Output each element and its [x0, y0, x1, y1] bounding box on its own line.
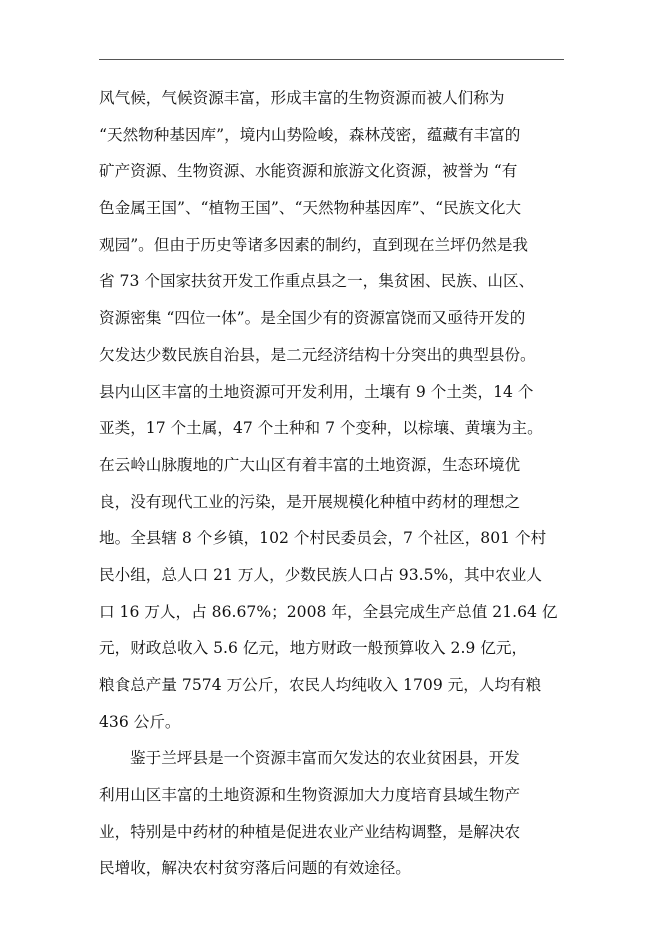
text-line: 口 16 万人，占 86.67%；2008 年，全县完成生产总值 21.64 亿 — [99, 602, 558, 621]
text-line: 欠发达少数民族自治县，是二元经济结构十分突出的典型县份。 — [99, 345, 536, 364]
text-line: 资源密集 “四位一体”。是全国少有的资源富饶而又亟待开发的 — [99, 309, 526, 328]
text-line: 利用山区丰富的土地资源和生物资源加大力度培育县域生物产 — [99, 786, 521, 805]
text-line: 省 73 个国家扶贫开发工作重点县之一，集贫困、民族、山区、 — [99, 272, 535, 291]
paragraph-start-line: 鉴于兰坪县是一个资源丰富而欠发达的农业贫困县，开发 — [130, 749, 520, 768]
text-line: 良，没有现代工业的污染，是开展规模化种植中药材的理想之 — [99, 492, 521, 511]
text-line: 观园”。但由于历史等诸多因素的制约，直到现在兰坪仍然是我 — [99, 235, 529, 254]
text-line: “天然物种基因库”，境内山势险峻，森林茂密，蕴藏有丰富的 — [99, 125, 521, 144]
text-line: 民小组，总人口 21 万人，少数民族人口占 93.5%，其中农业人 — [99, 565, 542, 584]
text-line: 粮食总产量 7574 万公斤，农民人均纯收入 1709 元，人均有粮 — [99, 676, 542, 694]
header-rule — [99, 59, 564, 60]
text-line: 业，特别是中药材的种植是促进农业产业结构调整，是解决农 — [99, 822, 521, 841]
text-line: 色金属王国”、“植物王国”、“天然物种基因库”、“民族文化大 — [99, 199, 522, 218]
text-line: 矿产资源、生物资源、水能资源和旅游文化资源，被誉为 “有 — [99, 162, 518, 181]
text-line: 地。全县辖 8 个乡镇，102 个村民委员会，7 个社区，801 个村 — [99, 529, 547, 548]
text-line: 元，财政总收入 5.6 亿元，地方财政一般预算收入 2.9 亿元， — [99, 639, 528, 658]
text-line: 县内山区丰富的土地资源可开发利用，土壤有 9 个土类，14 个 — [99, 382, 534, 401]
text-line: 亚类，17 个土属，47 个土种和 7 个变种，以棕壤、黄壤为主。 — [99, 419, 543, 438]
text-line: 在云岭山脉腹地的广大山区有着丰富的土地资源，生态环境优 — [99, 455, 521, 474]
text-line: 民增收，解决农村贫穷落后问题的有效途径。 — [99, 859, 411, 878]
text-line: 风气候，气候资源丰富，形成丰富的生物资源而被人们称为 — [99, 89, 505, 107]
text-line: 436 公斤。 — [99, 712, 181, 731]
body-text — [99, 80, 569, 887]
